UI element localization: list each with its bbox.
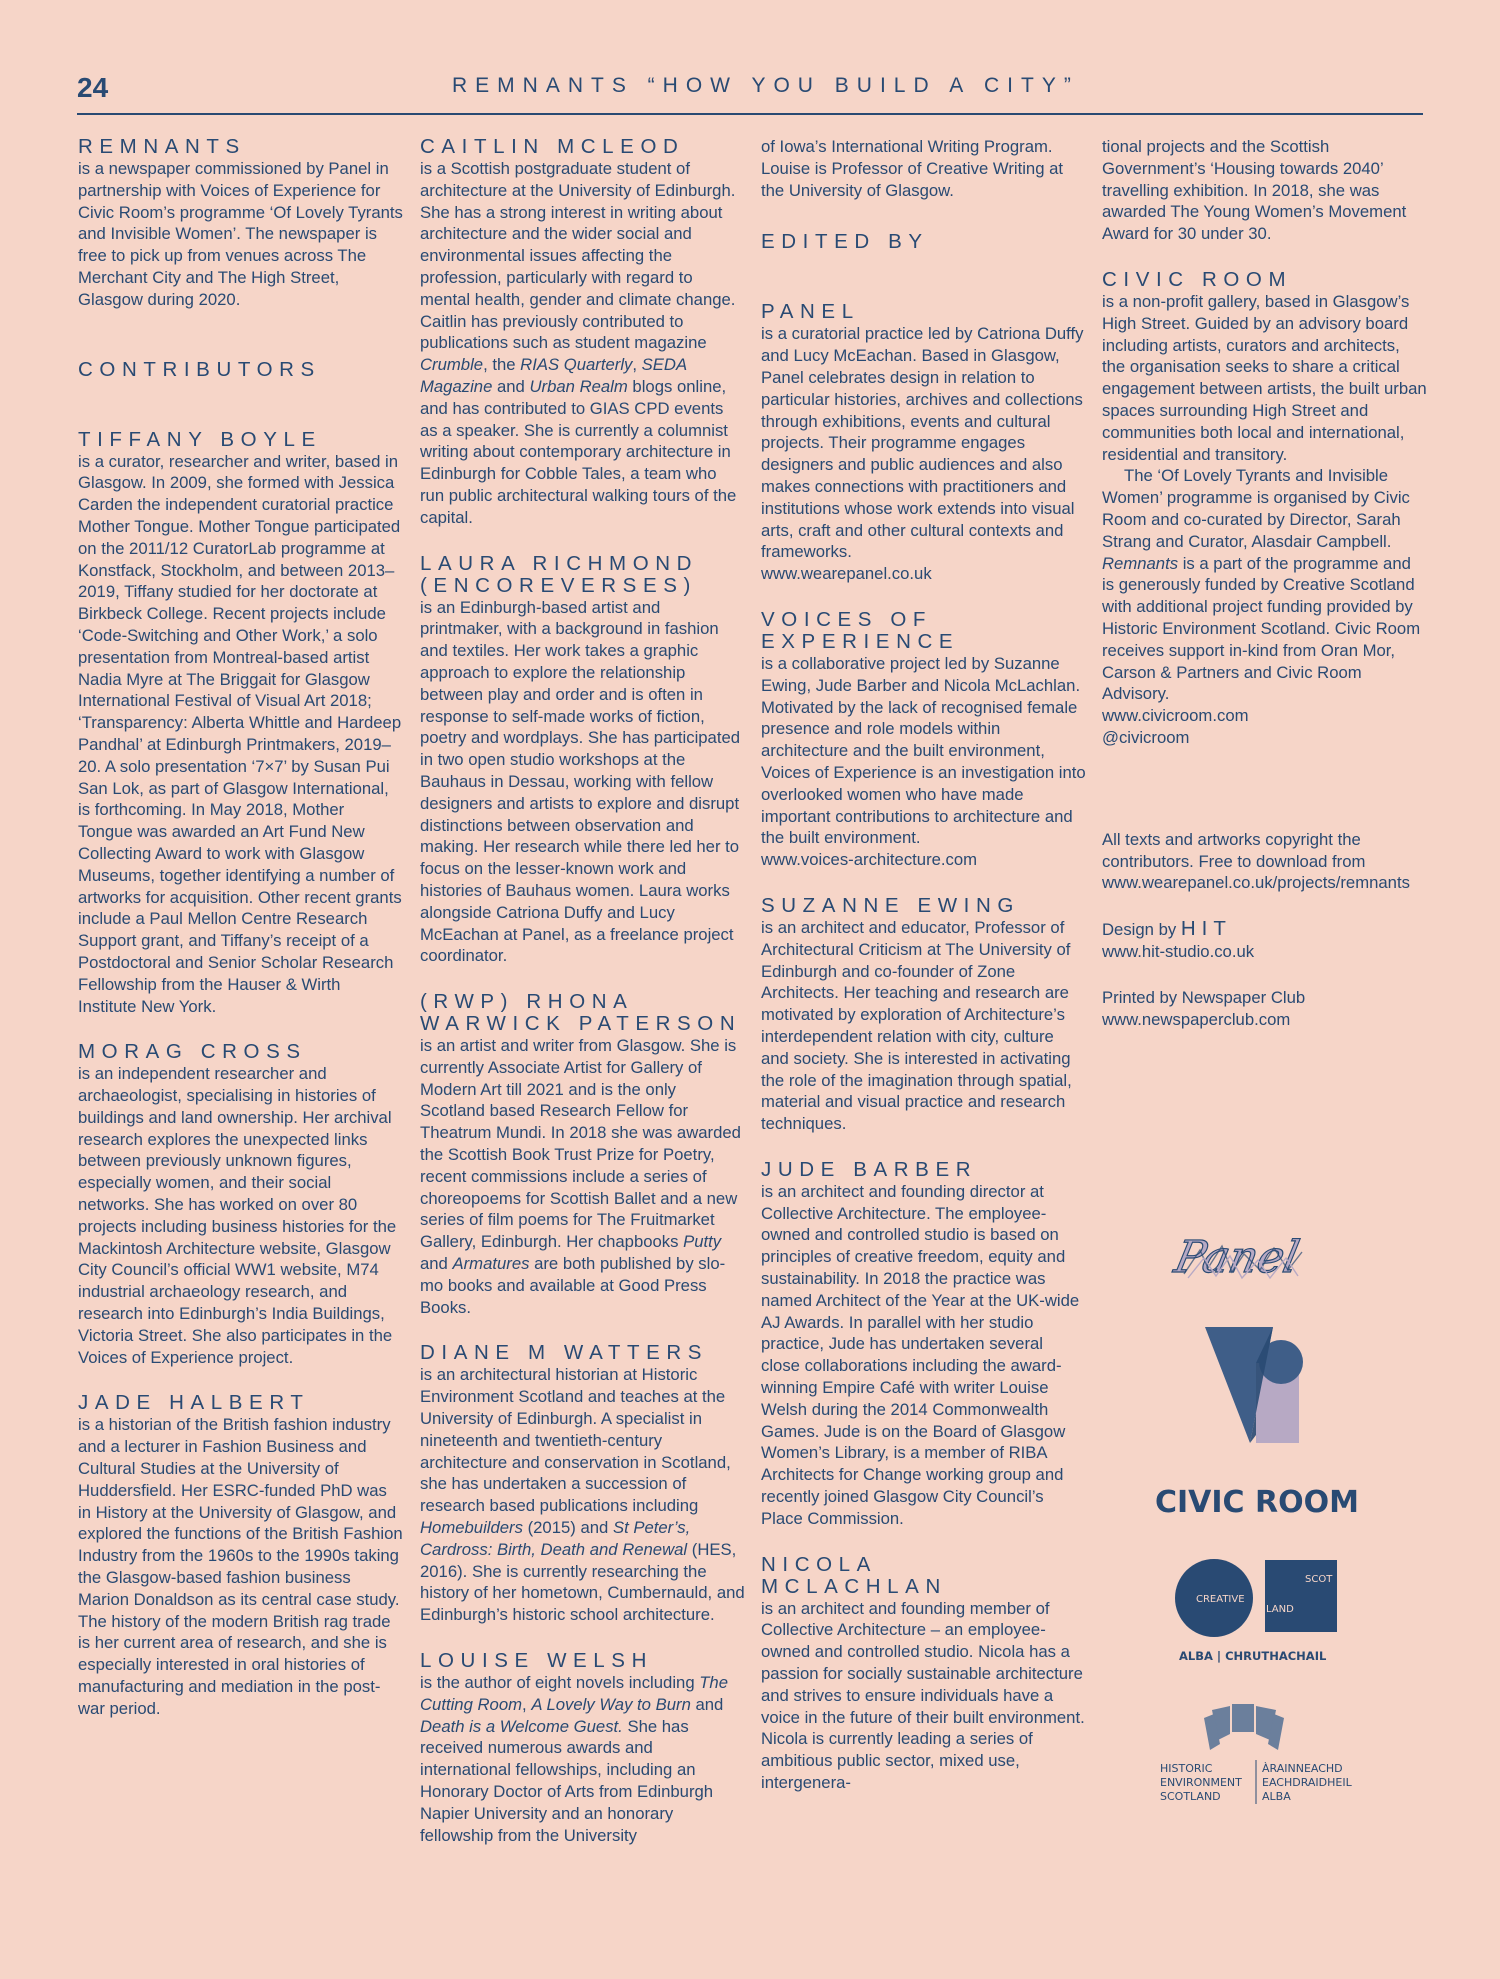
civic-room-logo-text: CIVIC ROOM — [1155, 1485, 1359, 1519]
creative-text: CREATIVE — [1196, 1594, 1245, 1605]
voices-url[interactable]: www.voices-architecture.com — [761, 850, 978, 870]
louise-text-continued: of Iowa’s International Writing Program. Louise is Professor of Creative Writing at the University of Glasgow. — [761, 137, 1064, 200]
land-text: LAND — [1266, 1604, 1294, 1615]
voices-text: is a collaborative project led by Suzanne Ewing, Jude Barber and Nicola McLachlan. Motivated by the lack of recognised female presence and role models within architecture and the built environment, Voices of Experience is an investigation into overlooked women who have made important contributions to architecture and the built environment. — [761, 653, 1086, 848]
hes-gaelic-2: EACHDRAIDHEIL — [1262, 1776, 1352, 1789]
remnants-text: is a newspaper commissioned by Panel in partnership with Voices of Experience for Civic Room’s programme ‘Of Lovely Tyrants and Invisible Women’. The newspaper is free to pick up from venues across The Merchant City and The High Street, Glasgow during 2020. — [78, 159, 403, 309]
panel-url[interactable]: www.wearepanel.co.uk — [761, 564, 932, 584]
civic-room-text: is a non-profit gallery, based in Glasgow’s High Street. Guided by an advisory board including artists, curators and architects, the organisation seeks to share a critical engagement between artists, the built urban spaces surrounding High Street and communities both local and international, residential and transitory. — [1102, 291, 1427, 464]
column-4 — [1102, 136, 1427, 1030]
panel-logo-wordmark: Panel — [1170, 1232, 1304, 1283]
nicola-text-continued: tional projects and the Scottish Government’s ‘Housing towards 2040’ travelling exhibition. In 2018, she was awarded The Young Women’s Movement Award for 30 under 30. — [1102, 137, 1407, 244]
civic-room-url[interactable]: www.civicroom.com — [1102, 706, 1249, 726]
civic-room-symbol — [1205, 1325, 1320, 1445]
column-3 — [761, 136, 1086, 1794]
creative-scotland-logo — [1175, 1558, 1355, 1668]
civic-room-heading: CIVIC ROOM — [1102, 267, 1293, 291]
copyright-url[interactable]: www.wearepanel.co.uk/projects/remnants — [1102, 873, 1410, 893]
scot-text: SCOT — [1305, 1574, 1333, 1585]
morag-heading: MORAG CROSS — [78, 1040, 307, 1064]
nicola-heading: NICOLA MCLACHLAN — [761, 1552, 947, 1598]
suzanne-heading: SUZANNE EWING — [761, 893, 1020, 917]
civic-room-wordmark — [1155, 1483, 1365, 1519]
hes-gaelic-3: ALBA — [1262, 1790, 1291, 1803]
suzanne-text: is an architect and educator, Professor of Architectural Criticism at The University of Edinburgh and co-founder of Zone Architects. Her teaching and research are motivated by exploration of Architecture’s interdependent relation with city, culture and society. She is interested in activating the role of the imagination through spatial, material and visual practice and research techniques. — [761, 917, 1072, 1134]
page-number: 24 — [77, 72, 109, 103]
design-url[interactable]: www.hit-studio.co.uk — [1102, 941, 1255, 961]
hes-line-1: HISTORIC — [1160, 1762, 1213, 1775]
rhona-heading: (RWP) RHONA WARWICK PATERSON — [420, 990, 742, 1036]
panel-heading: PANEL — [761, 300, 860, 324]
laura-heading: LAURA RICHMOND (ENCOREVERSES) — [420, 551, 699, 597]
caitlin-text: is a Scottish postgraduate student of architecture at the University of Edinburgh. She has a strong interest in writing about architecture and the wider social and environmental issues affecting the profession, particularly with regard to mental health, gender and climate change. Caitlin has previously contributed to publications such as student magazine Crumble, the RIAS Quarterly, SEDA Magazine and Urban Realm blogs online, and has contributed to GIAS CPD events as a speaker. She is currently a columnist writing about contemporary architecture in Edinburgh for Cobble Tales, a team who run public architectural walking tours of the capital. — [420, 159, 737, 527]
design-credit: Design by HIT — [1102, 917, 1232, 941]
civic-room-handle[interactable]: @civicroom — [1102, 727, 1190, 747]
nicola-text: is an architect and founding member of Collective Architecture – an employee-owned and controlled studio. Nicola has a passion for socially sustainable architecture and strives to ensure individuals have a voice in the future of their built environment. Nicola is currently leading a series of ambitious public sector, mixed use, intergenera- — [761, 1598, 1085, 1793]
printed-url[interactable]: www.newspaperclub.com — [1102, 1009, 1291, 1029]
panel-text: is a curatorial practice led by Catriona Duffy and Lucy McEachan. Based in Glasgow, Panel celebrates design in relation to particular histories, archives and collections through exhibitions, events and cultural projects. Their programme engages designers and public audiences and also makes connections with practitioners and institutions whose work extends into visual arts, craft and other cultural contexts and frameworks. — [761, 324, 1084, 562]
tiffany-text: is a curator, researcher and writer, based in Glasgow. In 2009, she formed with Jessica Carden the independent curatorial practice Mother Tongue. Mother Tongue participated on the 2011/12 CuratorLab programme at Konstfack, Stockholm, and between 2013–2019, Tiffany studied for her doctorate at Birkbeck College. Recent projects include ‘Code-Switching and Other Work,’ a solo presentation from Montreal-based artist Nadia Myre at The Briggait for Glasgow International Festival of Visual Art 2018; ‘Transparency: Alberta Whittle and Hardeep Pandhal’ at Edinburgh Printmakers, 2019–20. A solo presentation ‘7×7’ by Susan Pui San Lok, as part of Glasgow International, is forthcoming. In May 2018, Mother Tongue was awarded an Art Fund New Collecting Award to work with Glasgow Museums, together identifying a number of artworks for acquisition. Other recent grants include a Paul Mellon Centre Research Support grant, and Tiffany’s receipt of a Postdoctoral and Senior Scholar Research Fellowship from the Hauser & Wirth Institute New York. — [78, 451, 402, 1016]
historic-environment-scotland-logo — [1158, 1700, 1368, 1810]
jude-heading: JUDE BARBER — [761, 1157, 978, 1181]
panel-logo — [1170, 1228, 1340, 1292]
louise-heading: LOUISE WELSH — [420, 1649, 653, 1673]
hes-gaelic-1: ÀRAINNEACHD — [1262, 1762, 1343, 1775]
remnants-heading: REMNANTS — [78, 135, 246, 158]
copyright-text: All texts and artworks copyright the contributors. Free to download from — [1102, 829, 1366, 871]
hit-studio-name: HIT — [1180, 917, 1232, 941]
printed-credit: Printed by Newspaper Club — [1102, 987, 1306, 1007]
morag-text: is an independent researcher and archaeologist, specialising in histories of buildings and land ownership. Her archival research explores the unexpected links between previously unknown figures, especially women, and their social networks. She has worked on over 80 projects including business histories for the Mackintosh Architecture website, Glasgow City Council’s official WW1 website, M74 industrial archaeology research, and research into Edinburgh’s India Buildings, Victoria Street. She also participates in the Voices of Experience project. — [78, 1064, 397, 1367]
diane-heading: DIANE M WATTERS — [420, 1341, 709, 1365]
rhona-text: is an artist and writer from Glasgow. She is currently Associate Artist for Gallery of Modern Art till 2021 and is the only Scotland based Research Fellow for Theatrum Mundi. In 2018 she was awarded the Scottish Book Trust Prize for Poetry, recent commissions include a series of choreopoems for Scottish Ballet and a new series of film poems for The Fruitmarket Gallery, Edinburgh. Her chapbooks Putty and Armatures are both published by slo-mo books and available at Good Press Books. — [420, 1036, 741, 1317]
hes-line-3: SCOTLAND — [1160, 1790, 1221, 1803]
voices-heading: VOICES OF EXPERIENCE — [761, 607, 960, 653]
column-1 — [78, 136, 403, 1720]
programme-text: The ‘Of Lovely Tyrants and Invisible Women’ programme is organised by Civic Room and co-curated by Director, Sarah Strang and Curator, Alasdair Campbell. Remnants is a part of the programme and is generously funded by Creative Scotland with additional project funding provided by Historic Environment Scotland. Civic Room receives support in-kind from Oran Mor, Carson & Partners and Civic Room Advisory. — [1102, 466, 1421, 704]
column-2 — [420, 136, 745, 1846]
running-title: REMNANTS “HOW YOU BUILD A CITY” — [452, 74, 1079, 97]
louise-text: is the author of eight novels including The Cutting Room, A Lovely Way to Burn and Death is a Welcome Guest. She has received numerous awards and international fellowships, including an Honorary Doctor of Arts from Edinburgh Napier University and an honorary fellowship from the University — [420, 1673, 728, 1845]
diane-text: is an architectural historian at Historic Environment Scotland and teaches at the University of Edinburgh. A specialist in nineteenth and twentieth-century architecture and conservation in Scotland, she has undertaken a succession of research based publications including Homebuilders (2015) and St Peter’s, Cardross: Birth, Death and Renewal (HES, 2016). She is currently researching the history of her hometown, Cumbernauld, and Edinburgh’s historic school architecture. — [420, 1365, 745, 1625]
jude-text: is an architect and founding director at Collective Architecture. The employee-owned and controlled studio is based on principles of creative freedom, equity and sustainability. In 2018 the practice was named Architect of the Year at the UK-wide AJ Awards. In parallel with her studio practice, Jude has undertaken several close collaborations including the award-winning Empire Café with writer Louise Welsh during the 2014 Commonwealth Games. Jude is on the Board of Glasgow Women’s Library, is a member of RIBA Architects for Change working group and recently joined Glasgow City Council’s Place Commission. — [761, 1181, 1080, 1528]
caitlin-heading: CAITLIN MCLEOD — [420, 135, 685, 158]
tiffany-heading: TIFFANY BOYLE — [78, 427, 322, 451]
header-rule — [77, 113, 1423, 115]
jade-text: is a historian of the British fashion industry and a lecturer in Fashion Business and Cultural Studies at the University of Huddersfield. Her ESRC-funded PhD was in History at the University of Glasgow, and explored the functions of the British Fashion Industry from the 1960s to the 1990s taking the Glasgow-based fashion business Marion Donaldson as its central case study. The history of the modern British rag trade is her current area of research, and she is especially interested in oral histories of manufacturing and mediation in the post-war period. — [78, 1415, 403, 1718]
laura-text: is an Edinburgh-based artist and printmaker, with a background in fashion and textiles. Her work takes a graphic approach to explore the relationship between play and order and is often in response to self-made works of fiction, poetry and wordplays. She has participated in two open studio workshops at the Bauhaus in Dessau, working with fellow designers and artists to explore and disrupt distinctions between observation and making. Her research while there led her to focus on the lesser-known work and histories of Bauhaus women. Laura works alongside Catriona Duffy and Lucy McEachan at Panel, as a freelance project coordinator. — [420, 597, 741, 966]
alba-text: ALBA | CHRUTHACHAIL — [1179, 1649, 1327, 1663]
hes-line-2: ENVIRONMENT — [1160, 1776, 1242, 1789]
contributors-heading: CONTRIBUTORS — [78, 357, 321, 381]
edited-by-heading: EDITED BY — [761, 230, 929, 254]
jade-heading: JADE HALBERT — [78, 1391, 310, 1415]
